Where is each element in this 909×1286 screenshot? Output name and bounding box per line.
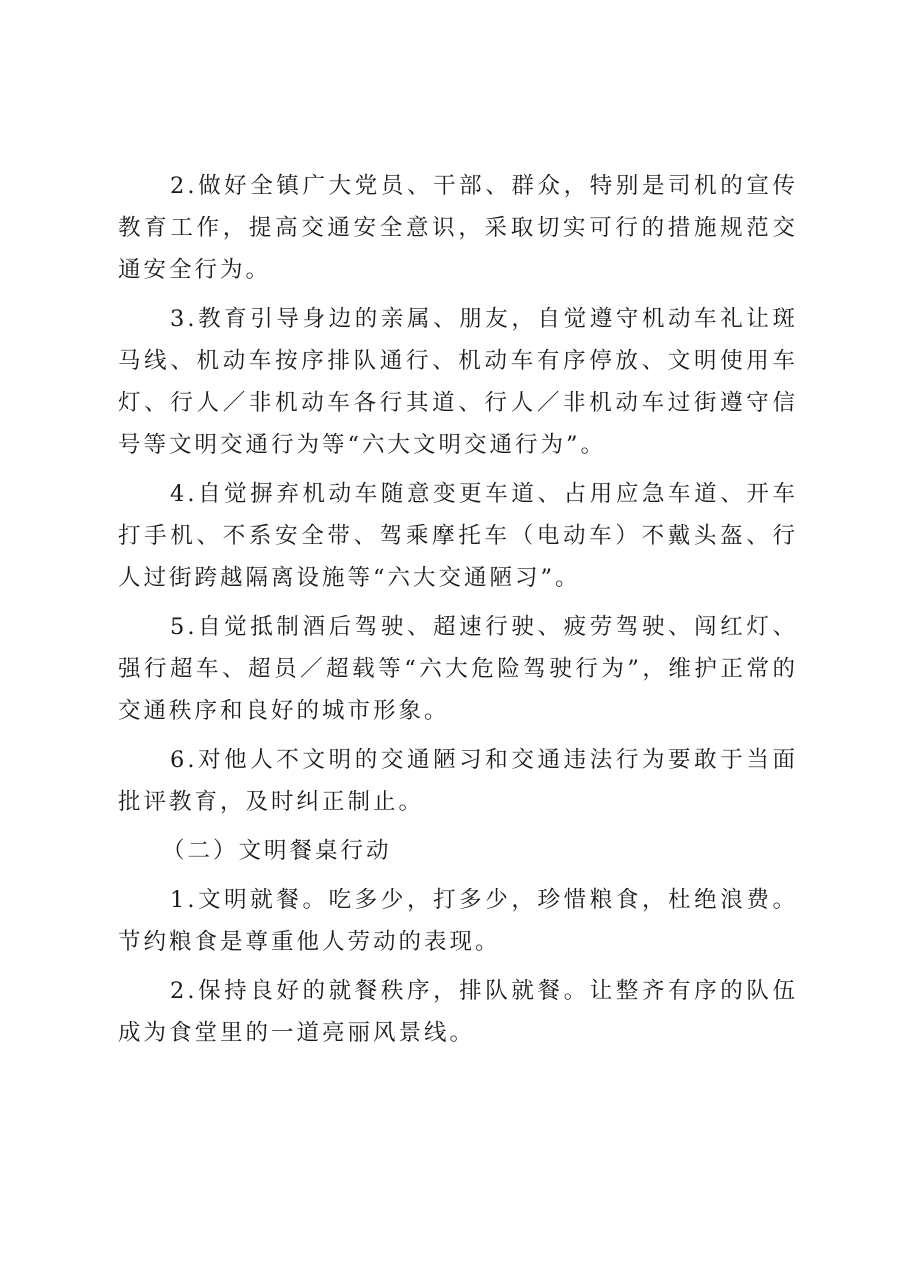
paragraph-item-4: 4.自觉摒弃机动车随意变更车道、占用应急车道、开车打手机、不系安全带、驾乘摩托车（电动车）不戴头盔、行人过街跨越隔离设施等“六大交通陋习”。: [118, 481, 798, 591]
paragraph-item-5: 5.自觉抵制酒后驾驶、超速行驶、疲劳驾驶、闯红灯、强行超车、超员／超载等“六大危险驾驶行为”，维护正常的交通秩序和良好的城市形象。: [118, 614, 798, 724]
paragraph-item-2-dining: 2.保持良好的就餐秩序，排队就餐。让整齐有序的队伍成为食堂里的一道亮丽风景线。: [118, 978, 798, 1046]
paragraph-item-1: 1.文明就餐。吃多少，打多少，珍惜粮食，杜绝浪费。节约粮食是尊重他人劳动的表现。: [118, 887, 798, 955]
paragraph-item-2: 2.做好全镇广大党员、干部、群众，特别是司机的宣传教育工作，提高交通安全意识，采取切实可行的措施规范交通安全行为。: [118, 173, 798, 283]
paragraph-item-3: 3.教育引导身边的亲属、朋友，自觉遵守机动车礼让斑马线、机动车按序排队通行、机动车有序停放、文明使用车灯、行人／非机动车各行其道、行人／非机动车过街遵守信号等文明交通行为等“六大文明交通行为”。: [118, 306, 798, 458]
document-page: [118, 165, 798, 1061]
paragraph-item-6: 6.对他人不文明的交通陋习和交通违法行为要敢于当面批评教育，及时纠正制止。: [118, 747, 798, 815]
section-heading: （二）文明餐桌行动: [162, 838, 392, 864]
